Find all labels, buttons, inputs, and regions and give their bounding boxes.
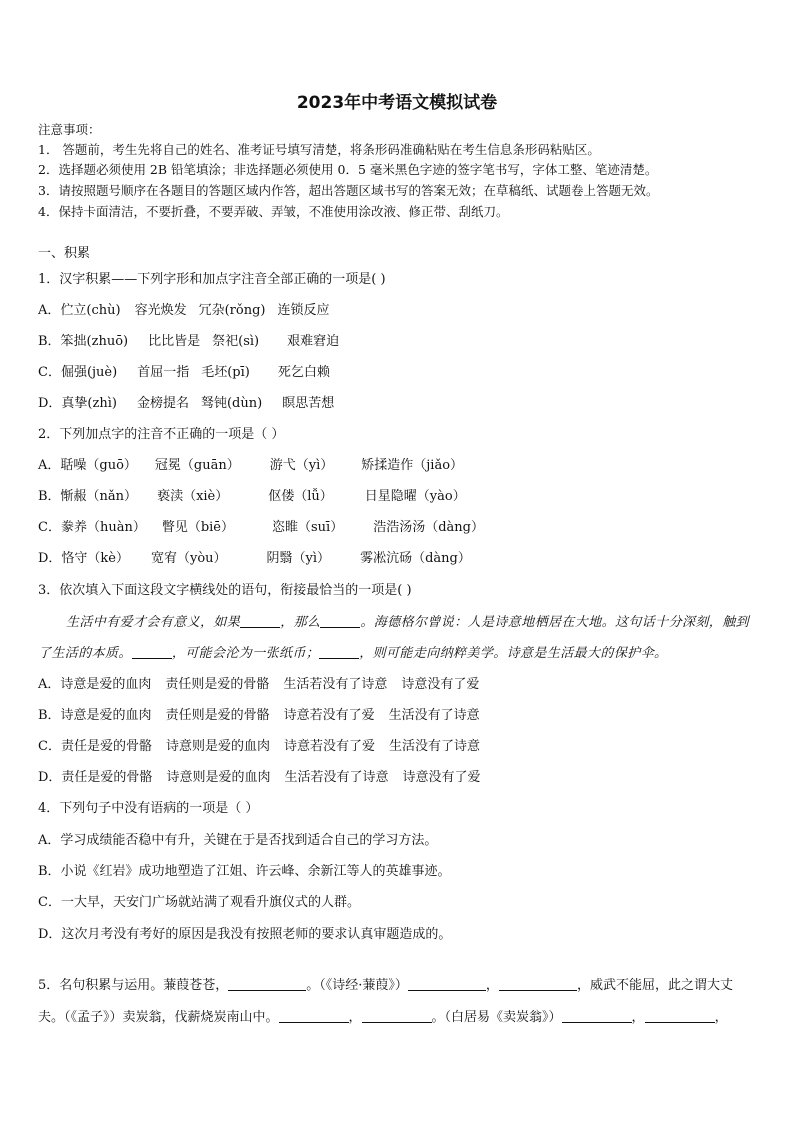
q1-option-b: B．笨拙(zhuō) 比比皆是 祭祀(sì) 艰难窘迫 <box>38 334 340 349</box>
notice-item-4: 4．保持卡面清洁，不要折叠，不要弄破、弄皱，不准使用涂改液、修正带、刮纸刀。 <box>38 204 509 219</box>
q3-passage-line-2: 了生活的本质。 ，可能会沦为一张纸币； ，则可能走向纳粹美学。诗意是生活最大的保护伞。 <box>38 646 668 661</box>
q2-stem: 2．下列加点字的注音不正确的一项是（ ） <box>38 427 285 442</box>
q1-option-d: D．真挚(zhì) 金榜提名 驽钝(dùn) 瞑思苦想 <box>38 396 335 411</box>
q1-option-a: A．伫立(chù) 容光焕发 冗杂(rǒng) 连锁反应 <box>38 303 330 318</box>
q3-option-c: C．责任是爱的骨骼 诗意则是爱的血肉 诗意若没有了爱 生活没有了诗意 <box>38 739 480 754</box>
q5-blank-1 <box>228 978 306 991</box>
q4-option-d: D．这次月考没有考好的原因是我没有按照老师的要求认真审题造成的。 <box>38 927 452 942</box>
q1-stem: 1．汉字积累——下列字形和加点字注音全部正确的一项是( ) <box>38 272 386 287</box>
q3-stem: 3．依次填入下面这段文字横线处的语句，衔接最恰当的一项是( ) <box>38 583 412 598</box>
q5-blank-4 <box>279 1010 349 1023</box>
q3-option-d: D．责任是爱的骨骼 诗意则是爱的血肉 生活若没有了诗意 诗意没有了爱 <box>38 770 481 785</box>
q5-line-1: 5．名句积累与运用。蒹葭苍苍， 。（《诗经·蒹葭》） ， ，威武不能屈，此之谓大丈 <box>38 978 733 993</box>
section-heading: 一、积累 <box>38 246 91 261</box>
q3-option-b: B．诗意是爱的血肉 责任则是爱的骨骼 诗意若没有了爱 生活没有了诗意 <box>38 708 480 723</box>
q4-option-a: A．学习成绩能否稳中有升，关键在于是否找到适合自己的学习方法。 <box>38 833 438 848</box>
q5-blank-7 <box>645 1010 715 1023</box>
q3-passage-line-1: 生活中有爱才会有意义，如果 ，那么 。海德格尔曾说：人是诗意地栖居在大地。这句话十分深刻，触到 <box>66 615 750 630</box>
q3-option-a: A．诗意是爱的血肉 责任则是爱的骨骼 生活若没有了诗意 诗意没有了爱 <box>38 677 480 692</box>
q5-blank-6 <box>562 1010 632 1023</box>
notice-item-1: 1． 答题前，考生先将自己的姓名、准考证号填写清楚，将条形码准确粘贴在考生信息条形码粘贴区。 <box>38 142 600 157</box>
q5-blank-5 <box>362 1010 432 1023</box>
q3-blank-4 <box>319 646 359 659</box>
q1-option-c: C．倔强(juè) 首屈一指 毛坯(pī) 死乞白赖 <box>38 365 330 380</box>
q2-option-d: D．恪守（kè） 宽宥（yòu） 阴翳（yì） 雾凇沆砀（dàng） <box>38 551 471 566</box>
q3-blank-1 <box>240 615 280 628</box>
notice-item-2: 2．选择题必须使用 2B 铅笔填涂；非选择题必须使用 0．5 毫米黑色字迹的签字笔书写，字体工整、笔迹清楚。 <box>38 162 658 177</box>
page-title: 2023年中考语文模拟试卷 <box>296 93 498 113</box>
q3-blank-2 <box>320 615 360 628</box>
q2-option-b: B．惭赧（nǎn） 亵渎（xiè） 伛偻（lǚ） 日星隐曜（yào） <box>38 489 466 504</box>
q4-stem: 4．下列句子中没有语病的一项是（ ） <box>38 801 259 816</box>
q5-line-2: 夫。（《孟子》）卖炭翁，伐薪烧炭南山中。 ， 。（白居易《卖炭翁》） ， ， <box>38 1010 728 1025</box>
q2-option-c: C．豢养（huàn） 瞥见（biē） 恣睢（suī） 浩浩汤汤（dàng） <box>38 520 484 535</box>
q5-blank-2 <box>408 978 486 991</box>
notice-item-3: 3．请按照题号顺序在各题目的答题区域内作答，超出答题区域书写的答案无效；在草稿纸、试题卷上答题无效。 <box>38 183 659 198</box>
q3-blank-3 <box>132 646 172 659</box>
q5-blank-3 <box>499 978 577 991</box>
q4-option-c: C．一大早，天安门广场就站满了观看升旗仪式的人群。 <box>38 895 360 910</box>
q2-option-a: A．聒噪（guō） 冠冕（guān） 游弋（yì） 矫揉造作（jiǎo） <box>38 458 464 473</box>
q4-option-b: B．小说《红岩》成功地塑造了江姐、许云峰、余新江等人的英雄事迹。 <box>38 864 451 879</box>
notice-heading: 注意事项： <box>38 122 101 137</box>
